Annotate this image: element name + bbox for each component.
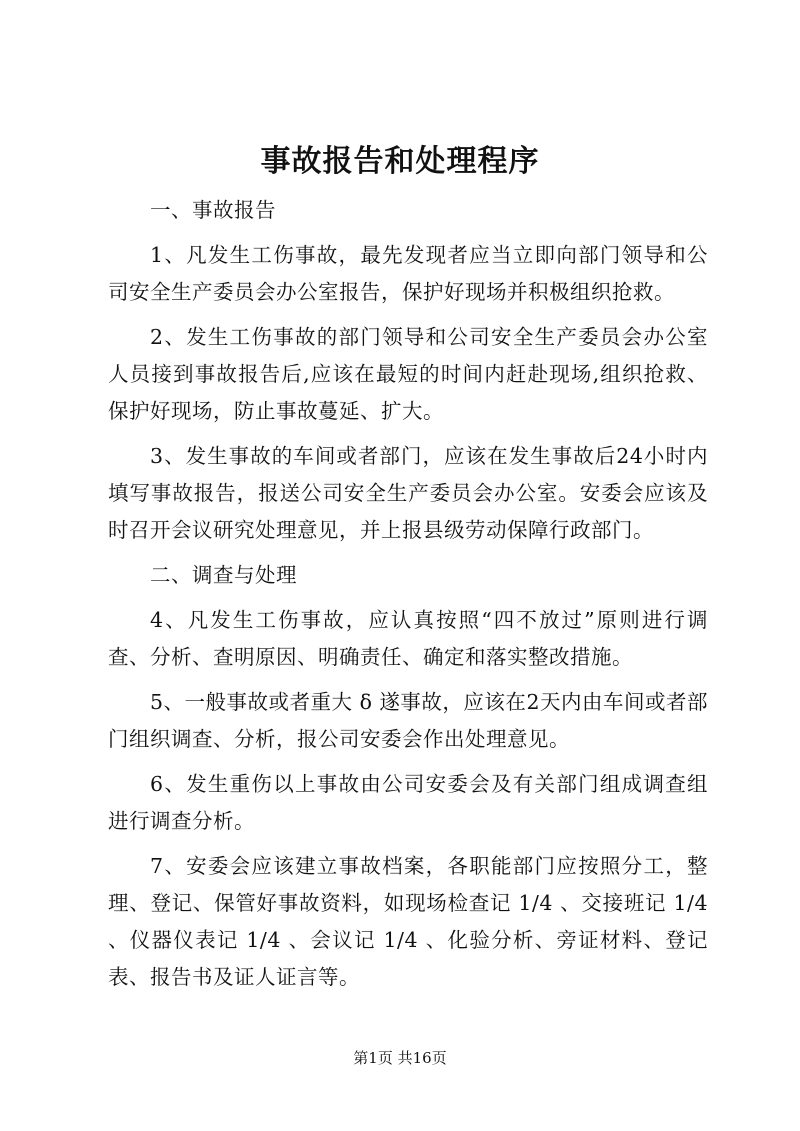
document-body: [108, 192, 708, 1004]
paragraph-1: 1、凡发生工伤事故，最先发现者应当立即向部门领导和公司安全生产委员会办公室报告，保护好现场并积极组织抢救。: [108, 243, 708, 304]
paragraph-4: 4、凡发生工伤事故，应认真按照“四不放过”原则进行调查、分析、查明原因、明确责任、确定和落实整改措施。: [108, 608, 708, 669]
paragraph-7: 7、安委会应该建立事故档案，各职能部门应按照分工，整理、登记、保管好事故资料，如现场检查记 1/4 、交接班记 1/4 、仪器仪表记 1/4 、会议记 1/4 、化验分析、旁证材料、登记表、报告书及证人证言等。: [108, 854, 708, 989]
page-indicator: 第1页 共16页: [353, 1049, 447, 1067]
paragraph-3: 3、发生事故的车间或者部门，应该在发生事故后24小时内填写事故报告，报送公司安全生产委员会办公室。安委会应该及时召开会议研究处理意见，并上报县级劳动保障行政部门。: [108, 444, 708, 542]
section-heading-accident-report: 一、事故报告: [150, 198, 276, 222]
document-title: 事故报告和处理程序: [260, 144, 540, 179]
section-heading-investigation: 二、调查与处理: [150, 563, 297, 587]
paragraph-6: 6、发生重伤以上事故由公司安委会及有关部门组成调查组进行调查分析。: [108, 772, 708, 833]
paragraph-2: 2、发生工伤事故的部门领导和公司安全生产委员会办公室人员接到事故报告后,应该在最短的时间内赶赴现场,组织抢救、保护好现场，防止事故蔓延、扩大。: [108, 325, 708, 423]
paragraph-5: 5、一般事故或者重大 δ 遂事故，应该在2天内由车间或者部门组织调查、分析，报公司安委会作出处理意见。: [108, 690, 708, 751]
